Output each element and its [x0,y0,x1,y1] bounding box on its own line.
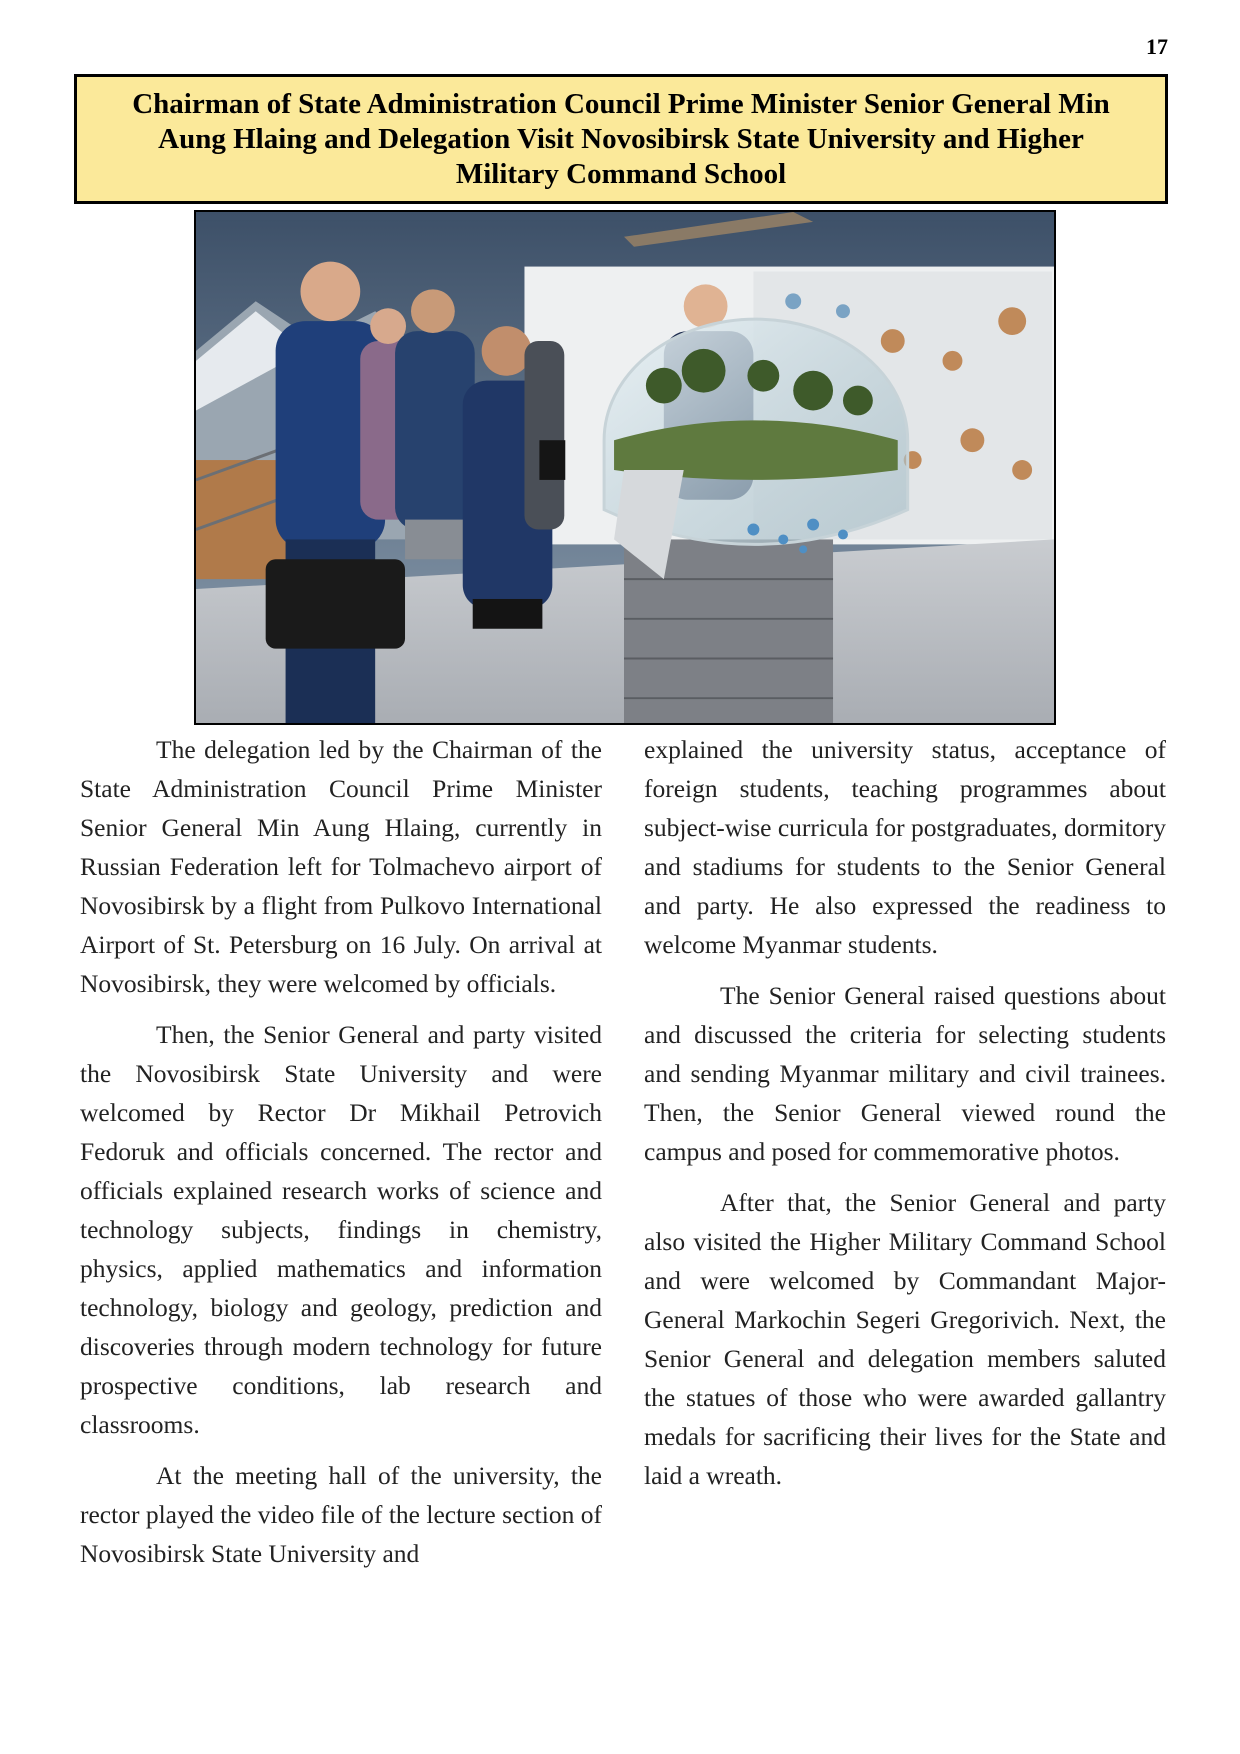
paragraph: The Senior General raised questions about and discussed the criteria for selecting students and sending Myanmar military and civil trainees. Then, the Senior General viewed round the campus and posed for commemorative photos. [644,981,1166,1166]
paragraph: At the meeting hall of the university, the rector played the video file of the lecture section of Novosibirsk State University and [80,1461,602,1568]
paragraph: After that, the Senior General and party also visited the Higher Military Command School and were welcomed by Commandant Major-General Markochin Segeri Gregorivich. Next, the Senior General and delegation members saluted the statues of those who were awarded gallantry medals for sacrificing their lives for the State and laid a wreath. [644,1188,1166,1490]
article-title-box [74,74,1168,204]
museum-visit-photo-icon [196,212,1054,723]
paragraph: explained the university status, acceptance of foreign students, teaching programmes about subject-wise curricula for postgraduates, dormitory and stadiums for students to the Senior General and party. He also expressed the readiness to welcome Myanmar students. [644,735,1166,959]
page-number: 17 [1146,34,1168,59]
paragraph: The delegation led by the Chairman of the State Administration Council Prime Minister Senior General Min Aung Hlaing, currently in Russian Federation left for Tolmachevo airport of Novosibirsk by a flight from Pulkovo International Airport of St. Petersburg on 16 July. On arrival at Novosibirsk, they were welcomed by officials. [80,735,602,998]
paragraph: Then, the Senior General and party visited the Novosibirsk State University and were welcomed by Rector Dr Mikhail Petrovich Fedoruk and officials concerned. The rector and officials explained research works of science and technology subjects, findings in chemistry, physics, applied mathematics and information technology, biology and geology, prediction and discoveries through modern technology for future prospective conditions, lab research and classrooms. [80,1020,602,1439]
right-column [644,730,1166,1507]
left-column [80,730,602,1585]
article-photo [194,210,1056,725]
article-title: Chairman of State Administration Council Prime Minister Senior General Min Aung Hlaing and Delegation Visit Novosibirsk State University and Higher Military Command School [132,87,1110,190]
